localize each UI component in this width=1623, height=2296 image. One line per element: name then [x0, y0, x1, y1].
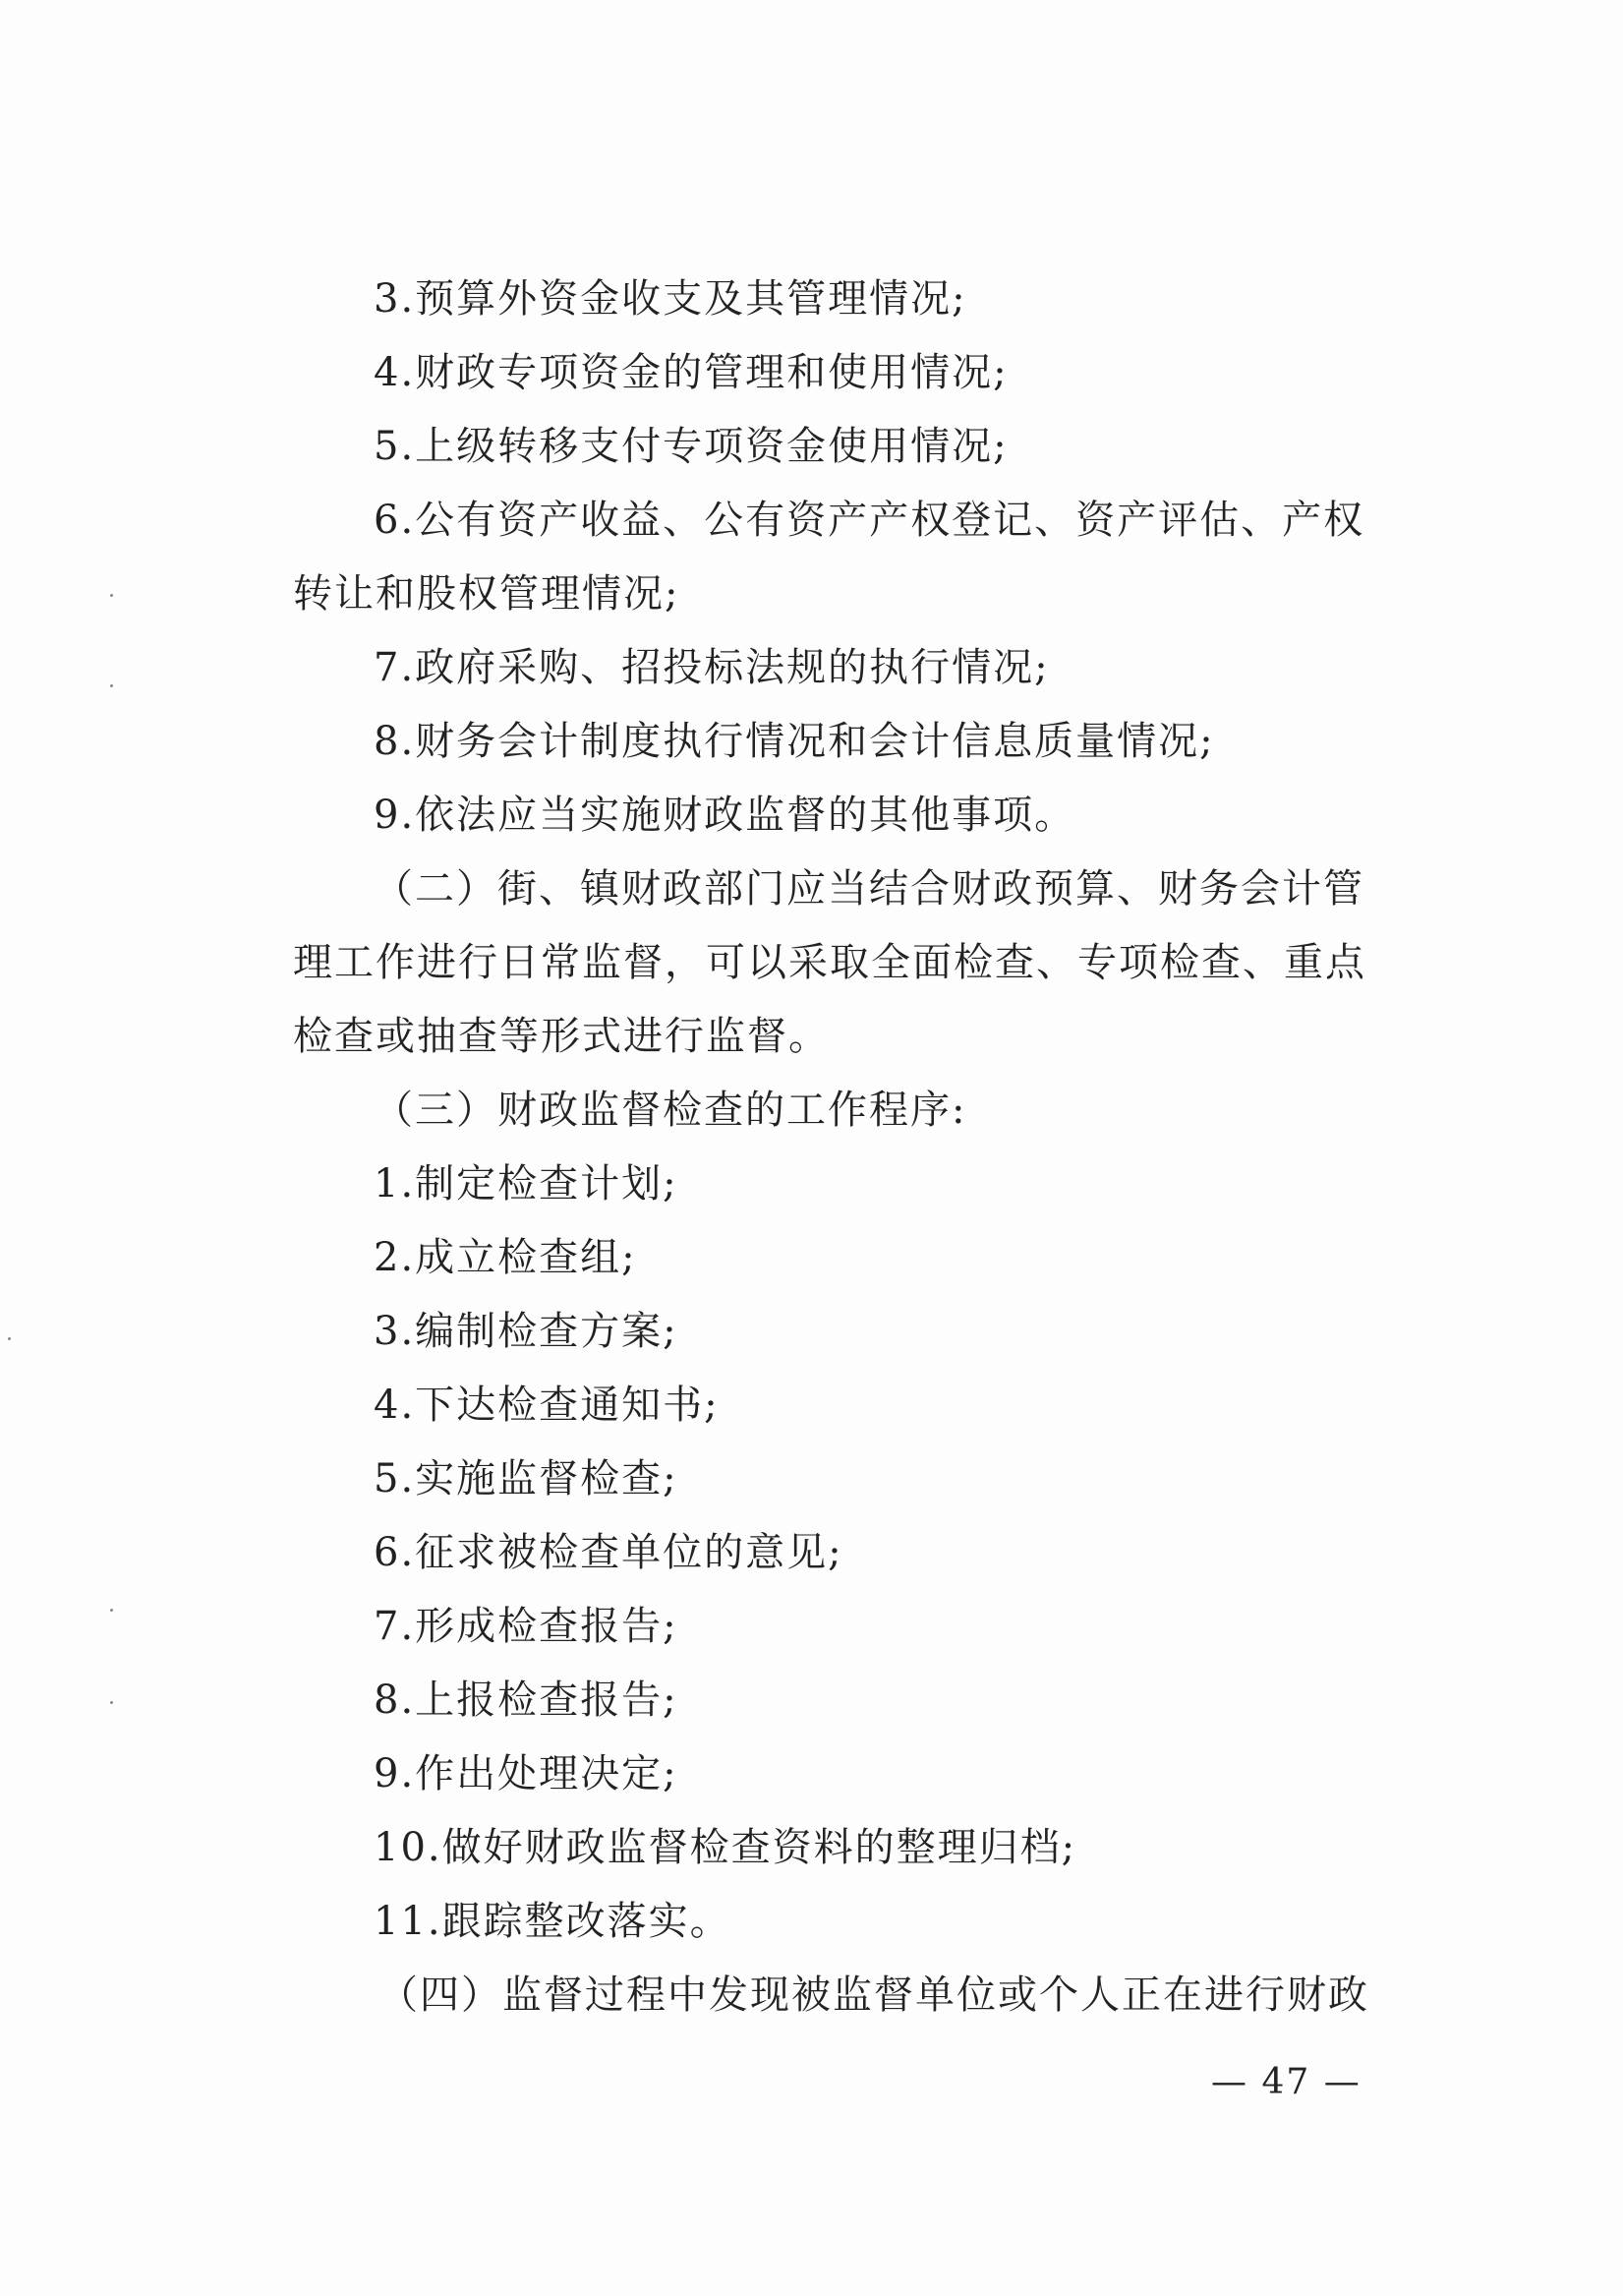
- text-line-6: 7.政府采购、招投标法规的执行情况;: [374, 645, 1050, 690]
- text-line-4: 6.公有资产收益、公有资产产权登记、资产评估、产权: [374, 498, 1365, 543]
- text-line-5: 转让和股权管理情况;: [293, 571, 680, 617]
- text-line-16: 4.下达检查通知书;: [374, 1383, 720, 1428]
- text-line-12: （三）财政监督检查的工作程序:: [374, 1088, 967, 1133]
- text-line-21: 9.作出处理决定;: [374, 1751, 678, 1796]
- text-line-20: 8.上报检查报告;: [374, 1678, 678, 1723]
- text-line-11: 检查或抽查等形式进行监督。: [293, 1014, 830, 1059]
- text-line-9: （二）街、镇财政部门应当结合财政预算、财务会计管: [374, 866, 1364, 912]
- text-line-17: 5.实施监督检查;: [374, 1456, 678, 1501]
- text-line-7: 8.财务会计制度执行情况和会计信息质量情况;: [374, 719, 1215, 764]
- scan-speck: [110, 1609, 113, 1612]
- scan-speck: [110, 594, 113, 597]
- text-line-13: 1.制定检查计划;: [374, 1161, 678, 1207]
- text-line-8: 9.依法应当实施财政监督的其他事项。: [374, 793, 1076, 838]
- text-line-24: （四）监督过程中发现被监督单位或个人正在进行财政: [378, 1972, 1369, 2018]
- text-line-22: 10.做好财政监督检查资料的整理归档;: [374, 1825, 1077, 1870]
- text-line-23: 11.跟踪整改落实。: [374, 1899, 731, 1944]
- text-line-15: 3.编制检查方案;: [374, 1309, 678, 1354]
- text-line-2: 4.财政专项资金的管理和使用情况;: [374, 350, 1009, 395]
- text-line-3: 5.上级转移支付专项资金使用情况;: [374, 424, 1009, 469]
- scan-speck: [110, 1701, 113, 1704]
- text-line-18: 6.征求被检查单位的意见;: [374, 1530, 843, 1575]
- text-line-1: 3.预算外资金收支及其管理情况;: [374, 276, 967, 322]
- text-line-14: 2.成立检查组;: [374, 1235, 637, 1280]
- scan-speck: [110, 684, 113, 687]
- text-line-19: 7.形成检查报告;: [374, 1604, 678, 1649]
- text-line-10: 理工作进行日常监督，可以采取全面检查、专项检查、重点: [293, 940, 1366, 985]
- page-number: — 47 —: [1211, 2062, 1362, 2102]
- scan-speck: [8, 1337, 11, 1340]
